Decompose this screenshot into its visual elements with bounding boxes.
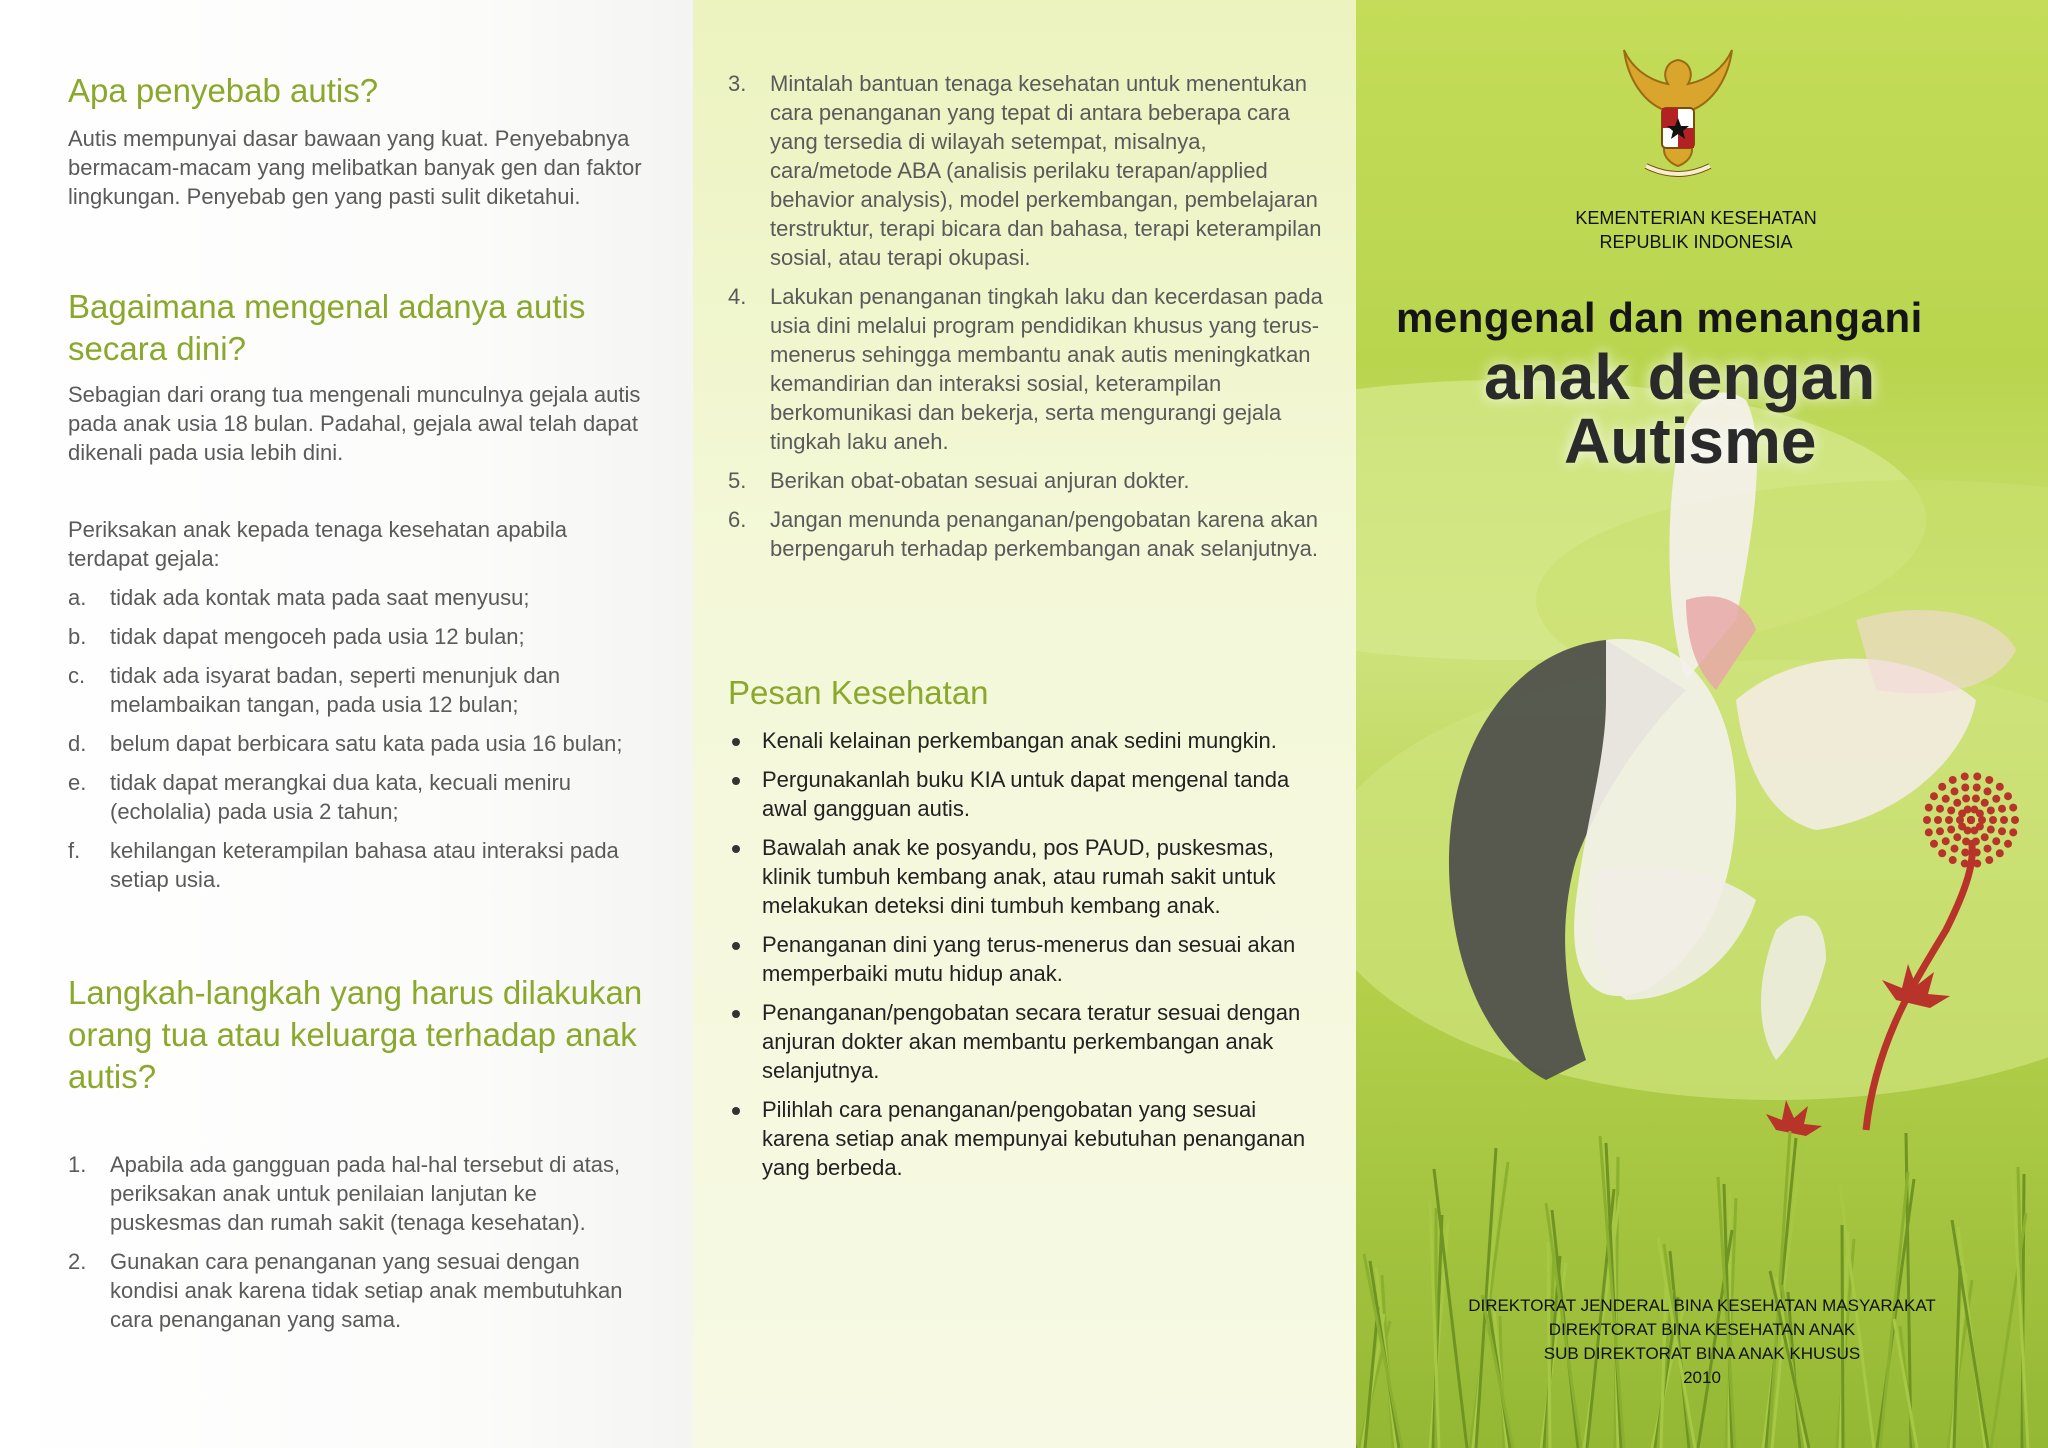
list-item-text: Lakukan penanganan tingkah laku dan kecerdasan pada usia dini melalui program pendidikan khusus yang terus-menerus sehingga membantu anak autis meningkatkan kemandirian dan interaksi sosial, keterampilan berkomunikasi dan bekerja, serta mengurangi gejala tingkah laku aneh. bbox=[770, 284, 1323, 454]
list-marker: 3. bbox=[728, 71, 747, 96]
causes-heading: Apa penyebab autis? bbox=[68, 72, 379, 109]
list-item bbox=[68, 583, 658, 612]
ministry-line2: REPUBLIK INDONESIA bbox=[1599, 232, 1793, 252]
list-marker: f. bbox=[68, 838, 81, 863]
section-steps bbox=[68, 972, 668, 1344]
cover-panel bbox=[1356, 0, 2048, 1448]
title-line2: anak dengan bbox=[1484, 341, 1876, 413]
bullet-dot bbox=[732, 738, 740, 746]
list-marker: c. bbox=[68, 663, 86, 688]
ministry-line1: KEMENTERIAN KESEHATAN bbox=[1575, 208, 1817, 228]
list-marker: e. bbox=[68, 770, 87, 795]
list-item-text: tidak dapat merangkai dua kata, kecuali meniru (echolalia) pada usia 2 tahun; bbox=[110, 770, 572, 824]
left-panel bbox=[0, 0, 693, 1448]
bullet-text: Penanganan/pengobatan secara teratur sesuai dengan anjuran dokter akan membantu perkembangan anak selanjutnya. bbox=[762, 1000, 1301, 1083]
steps-list-part1 bbox=[68, 1150, 648, 1334]
bullet-text: Penanganan dini yang terus-menerus dan sesuai akan memperbaiki mutu hidup anak. bbox=[762, 932, 1296, 986]
message-bullet bbox=[728, 765, 1328, 823]
bullet-dot bbox=[732, 845, 740, 853]
list-item-text: tidak dapat mengoceh pada usia 12 bulan; bbox=[110, 624, 525, 649]
bullet-text: Bawalah anak ke posyandu, pos PAUD, puskesmas, klinik tumbuh kembang anak, atau rumah sakit untuk melakukan deteksi dini tumbuh kembang anak. bbox=[762, 835, 1276, 918]
causes-body: Autis mempunyai dasar bawaan yang kuat. Penyebabnya bermacam-macam yang melibatkan banyak gen dan faktor lingkungan. Penyebab gen yang pasti sulit diketahui. bbox=[68, 126, 642, 209]
bullet-dot bbox=[732, 1010, 740, 1018]
health-message bbox=[728, 672, 1328, 1192]
list-marker: 1. bbox=[68, 1152, 87, 1177]
list-marker: a. bbox=[68, 585, 87, 610]
message-bullet bbox=[728, 726, 1328, 755]
cover-footer bbox=[1396, 1294, 2008, 1390]
title-line3: Autisme bbox=[1564, 405, 1817, 477]
footer-line1: DIREKTORAT JENDERAL BINA KESEHATAN MASYARAKAT bbox=[1468, 1296, 1936, 1315]
list-marker: 2. bbox=[68, 1249, 87, 1274]
footer-line3: SUB DIREKTORAT BINA ANAK KHUSUS bbox=[1543, 1344, 1861, 1363]
symptom-intro-block bbox=[68, 515, 658, 904]
list-item-text: Mintalah bantuan tenaga kesehatan untuk menentukan cara penanganan yang tepat di antara beberapa cara yang tersedia di wilayah setempat, misalnya, cara/metode ABA (analisis perilaku terapan/applied behavior analysis), model perkembangan, pembelajaran terstruktur, terapi bicara dan bahasa, terapi keterampilan sosial, atau terapi okupasi. bbox=[770, 71, 1322, 270]
list-item bbox=[68, 729, 658, 758]
grass bbox=[1356, 1131, 2028, 1448]
list-marker: 6. bbox=[728, 507, 747, 532]
list-item bbox=[68, 661, 658, 719]
list-item-text: Berikan obat-obatan sesuai anjuran dokter. bbox=[770, 468, 1190, 493]
list-item-text: Apabila ada gangguan pada hal-hal tersebut di atas, periksakan anak untuk penilaian lanjutan ke puskesmas dan rumah sakit (tenaga kesehatan). bbox=[110, 1152, 621, 1235]
list-item-text: tidak ada kontak mata pada saat menyusu; bbox=[110, 585, 530, 610]
health-message-list bbox=[728, 726, 1328, 1182]
footer-year: 2010 bbox=[1683, 1368, 1721, 1387]
list-marker: d. bbox=[68, 731, 87, 756]
message-bullet bbox=[728, 930, 1328, 988]
early-detection-heading: Bagaimana mengenal adanya autis secara dini? bbox=[68, 288, 586, 367]
message-bullet bbox=[728, 833, 1328, 920]
list-item-text: tidak ada isyarat badan, seperti menunjuk dan melambaikan tangan, pada usia 12 bulan; bbox=[110, 663, 561, 717]
list-marker: b. bbox=[68, 624, 87, 649]
list-item bbox=[728, 505, 1328, 563]
bullet-text: Kenali kelainan perkembangan anak sedini mungkin. bbox=[762, 728, 1277, 753]
message-bullet bbox=[728, 1095, 1328, 1182]
steps-continued bbox=[728, 69, 1328, 573]
list-item-text: Jangan menunda penanganan/pengobatan karena akan berpengaruh terhadap perkembangan anak selanjutnya. bbox=[770, 507, 1319, 561]
ministry-name bbox=[1496, 206, 1896, 254]
symptom-list bbox=[68, 583, 658, 894]
list-item bbox=[728, 466, 1328, 495]
early-detection-body: Sebagian dari orang tua mengenali munculnya gejala autis pada anak usia 18 bulan. Padahal, gejala awal telah dapat dikenali pada usia lebih dini. bbox=[68, 382, 641, 465]
garuda-emblem bbox=[1618, 40, 1738, 190]
list-item bbox=[728, 282, 1328, 456]
title-line1: mengenal dan menangani bbox=[1396, 294, 1923, 341]
steps-list-part2 bbox=[728, 69, 1328, 563]
list-marker: 5. bbox=[728, 468, 747, 493]
bullet-dot bbox=[732, 1107, 740, 1115]
middle-panel bbox=[693, 0, 1356, 1448]
list-item-text: belum dapat berbicara satu kata pada usia 16 bulan; bbox=[110, 731, 623, 756]
section-causes bbox=[68, 70, 658, 211]
section-early-detection bbox=[68, 286, 658, 467]
list-marker: 4. bbox=[728, 284, 747, 309]
health-message-heading: Pesan Kesehatan bbox=[728, 674, 989, 711]
list-item-text: kehilangan keterampilan bahasa atau interaksi pada setiap usia. bbox=[110, 838, 619, 892]
list-item bbox=[728, 69, 1328, 272]
list-item-text: Gunakan cara penanganan yang sesuai dengan kondisi anak karena tidak setiap anak membutuhkan cara penanganan yang sama. bbox=[110, 1249, 623, 1332]
bullet-dot bbox=[732, 777, 740, 785]
bullet-text: Pergunakanlah buku KIA untuk dapat mengenal tanda awal gangguan autis. bbox=[762, 767, 1290, 821]
message-bullet bbox=[728, 998, 1328, 1085]
symptom-intro: Periksakan anak kepada tenaga kesehatan apabila terdapat gejala: bbox=[68, 517, 568, 571]
bullet-dot bbox=[732, 942, 740, 950]
footer-line2: DIREKTORAT BINA KESEHATAN ANAK bbox=[1548, 1320, 1856, 1339]
list-item bbox=[68, 1150, 648, 1237]
list-item bbox=[68, 768, 658, 826]
list-item bbox=[68, 836, 658, 894]
steps-heading: Langkah-langkah yang harus dilakukan orang tua atau keluarga terhadap anak autis? bbox=[68, 974, 643, 1095]
bullet-text: Pilihlah cara penanganan/pengobatan yang sesuai karena setiap anak mempunyai kebutuhan penanganan yang berbeda. bbox=[762, 1097, 1306, 1180]
list-item bbox=[68, 1247, 648, 1334]
list-item bbox=[68, 622, 658, 651]
